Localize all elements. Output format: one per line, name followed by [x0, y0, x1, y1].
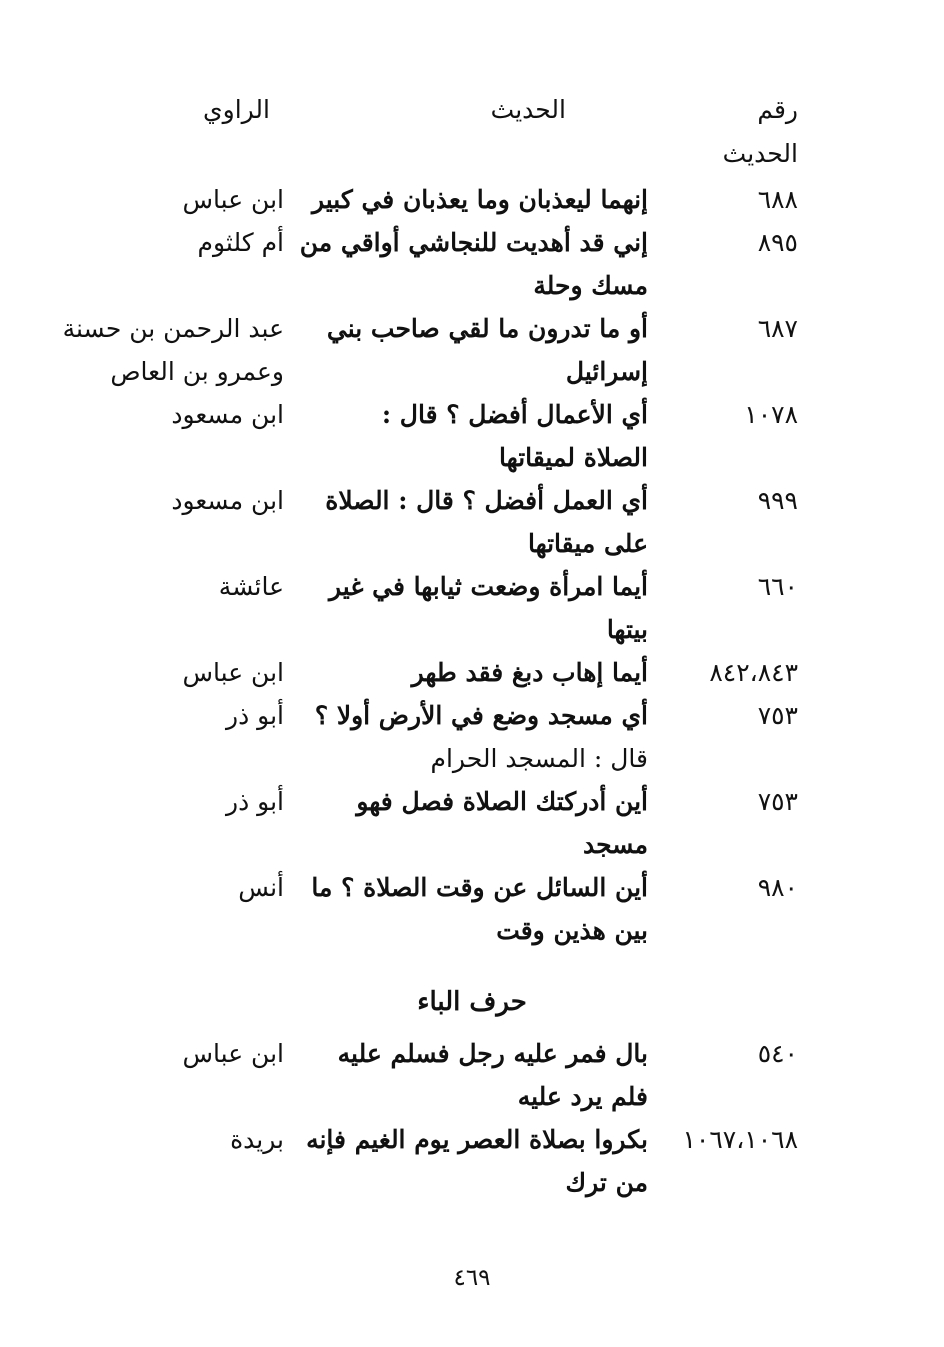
section-heading: حرف الباء: [417, 987, 527, 1017]
hadith-number: ٧٥٣: [757, 787, 798, 816]
hadith-number: ١٠٧٨: [744, 400, 798, 429]
hadith-text-line: فلم يرد عليه: [517, 1082, 648, 1111]
hadith-text-line: أي الأعمال أفضل ؟ قال :: [381, 400, 648, 429]
header-number-line1: رقم: [757, 95, 798, 124]
hadith-text-line: مسك وحلة: [533, 271, 648, 300]
hadith-text-line: على ميقاتها: [527, 529, 648, 558]
hadith-text-line: مسجد: [583, 830, 648, 859]
hadith-number: ١٠٦٧،١٠٦٨: [682, 1125, 798, 1154]
narrator: أنس: [238, 873, 284, 902]
hadith-text-line: قال : المسجد الحرام: [430, 744, 648, 773]
hadith-number: ٧٥٣: [757, 701, 798, 730]
hadith-text-line: أي مسجد وضع في الأرض أولا ؟: [314, 701, 648, 730]
hadith-number: ٦٨٨: [757, 185, 798, 214]
narrator: ابن عباس: [182, 185, 284, 214]
hadith-number: ٨٤٢،٨٤٣: [709, 658, 798, 687]
narrator: ابن عباس: [182, 658, 284, 687]
hadith-text-line: إنهما ليعذبان وما يعذبان في كبير: [311, 185, 648, 214]
narrator: أبو ذر: [226, 701, 284, 730]
hadith-text-line: إسرائيل: [565, 357, 648, 386]
hadith-text-line: أين أدركتك الصلاة فصل فهو: [356, 787, 648, 816]
narrator: ابن مسعود: [171, 486, 284, 515]
hadith-text-line: إني قد أهديت للنجاشي أواقي من: [299, 228, 648, 257]
hadith-text-line: بكروا بصلاة العصر يوم الغيم فإنه: [306, 1125, 648, 1154]
hadith-text-line: أين السائل عن وقت الصلاة ؟ ما: [311, 873, 648, 902]
hadith-text-line: بين هذين وقت: [496, 916, 648, 945]
hadith-text-line: من ترك: [565, 1168, 648, 1197]
hadith-number: ٦٦٠: [757, 572, 798, 601]
header-number-line2: الحديث: [722, 139, 798, 168]
narrator: ابن مسعود: [171, 400, 284, 429]
hadith-number: ٩٨٠: [757, 873, 798, 902]
hadith-text-line: بيتها: [606, 615, 648, 644]
hadith-text-line: أو ما تدرون ما لقي صاحب بني: [326, 314, 648, 343]
narrator: عائشة: [218, 572, 284, 601]
hadith-number: ٩٩٩: [757, 486, 798, 515]
narrator: أم كلثوم: [197, 228, 284, 257]
narrator: عبد الرحمن بن حسنة: [62, 314, 284, 343]
hadith-text-line: أيما إهاب دبغ فقد طهر: [411, 658, 648, 687]
header-narrator: الراوي: [203, 95, 270, 124]
header-hadith: الحديث: [490, 95, 566, 124]
hadith-text-line: أيما امرأة وضعت ثيابها في غير: [329, 572, 648, 601]
narrator: وعمرو بن العاص: [110, 357, 284, 386]
narrator: ابن عباس: [182, 1039, 284, 1068]
hadith-number: ٨٩٥: [757, 228, 798, 257]
page-number: ٤٦٩: [453, 1265, 491, 1291]
narrator: أبو ذر: [226, 787, 284, 816]
hadith-number: ٦٨٧: [757, 314, 798, 343]
hadith-text-line: أي العمل أفضل ؟ قال : الصلاة: [325, 486, 648, 515]
hadith-text-line: الصلاة لميقاتها: [499, 443, 648, 472]
hadith-number: ٥٤٠: [757, 1039, 798, 1068]
hadith-text-line: بال فمر عليه رجل فسلم عليه: [337, 1039, 648, 1068]
narrator: بريدة: [230, 1125, 284, 1154]
